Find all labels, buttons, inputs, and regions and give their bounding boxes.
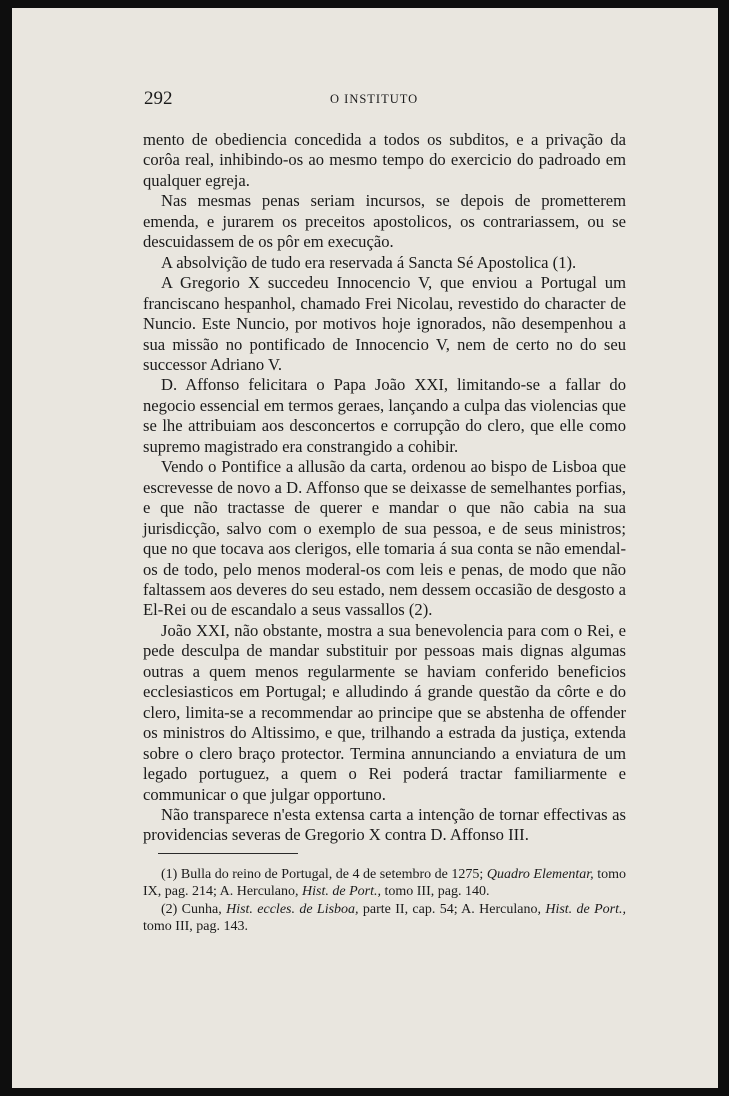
footnote-divider xyxy=(158,853,298,854)
running-title: O INSTITUTO xyxy=(330,92,419,106)
paragraph: Vendo o Pontifice a allusão da carta, ordenou ao bispo de Lisboa que escrevesse de novo a D. Affonso que se deixasse de semelhantes porfias, e que não tractasse de querer e mandar o que não cabia na sua jurisdicção, salvo com o exemplo de sua pessoa, e de seus ministros; que no que tocava aos clerigos, elle tomaria á sua conta se não emendal-os de todo, pelo menos moderal-os com leis e penas, de modo que não faltassem aos deveres do seu estado, nem dessem occasião de desgosto a El-Rei ou de escandalo a seus vassallos (2). xyxy=(143,457,626,620)
body-text xyxy=(143,130,626,846)
paragraph: Não transparece n'esta extensa carta a intenção de tornar effectivas as providencias severas de Gregorio X contra D. Affonso III. xyxy=(143,804,626,845)
footnotes xyxy=(143,866,626,936)
paragraph: D. Affonso felicitara o Papa João XXI, limitando-se a fallar do negocio essencial em termos geraes, lançando a culpa das violencias que se lhe attribuiam aos desconcertos e corrupção do clero, que elle como supremo magistrado era constrangido a cohibir. xyxy=(143,375,626,456)
paragraph: Nas mesmas penas seriam incursos, se depois de prometterem emenda, e jurarem os preceitos apostolicos, os contrariassem, ou se descuidassem de os pôr em execução. xyxy=(143,191,626,252)
page-header xyxy=(144,88,624,110)
paragraph: mento de obediencia concedida a todos os subditos, e a privação da corôa real, inhibindo-os ao mesmo tempo do exercicio do padroado em qualquer egreja. xyxy=(143,130,626,190)
book-page xyxy=(12,8,718,1088)
footnote-1: (1) Bulla do reino de Portugal, de 4 de setembro de 1275; Quadro Elementar, tomo IX, pag. 214; A. Herculano, Hist. de Port., tomo III, pag. 140. xyxy=(143,867,626,900)
footnote-2: (2) Cunha, Hist. eccles. de Lisboa, parte II, cap. 54; A. Herculano, Hist. de Port., tomo III, pag. 143. xyxy=(143,901,626,935)
paragraph: João XXI, não obstante, mostra a sua benevolencia para com o Rei, e pede desculpa de mandar substituir por pessoas mais dignas algumas outras a quem menos regularmente se haviam conferido beneficios ecclesiasticos em Portugal; e alludindo á grande questão da côrte e do clero, limita-se a recommendar ao principe que se abstenha de offender os ministros do Altissimo, e que, trilhando a estrada da justiça, extenda sobre o clero braço protector. Termina annunciando a enviatura de um legado portuguez, a quem o Rei poderá tractar familiarmente e communicar o que julgar opportuno. xyxy=(143,620,626,804)
paragraph: A absolvição de tudo era reservada á Sancta Sé Apostolica (1). xyxy=(161,252,577,272)
paragraph: A Gregorio X succedeu Innocencio V, que enviou a Portugal um franciscano hespanhol, chamado Frei Nicolau, revestido do character de Nuncio. Este Nuncio, por motivos hoje ignorados, não desempenhou a sua missão no pontificado de Innocencio V, nem de certo no do seu successor Adriano V. xyxy=(143,273,626,374)
page-number: 292 xyxy=(144,88,173,109)
